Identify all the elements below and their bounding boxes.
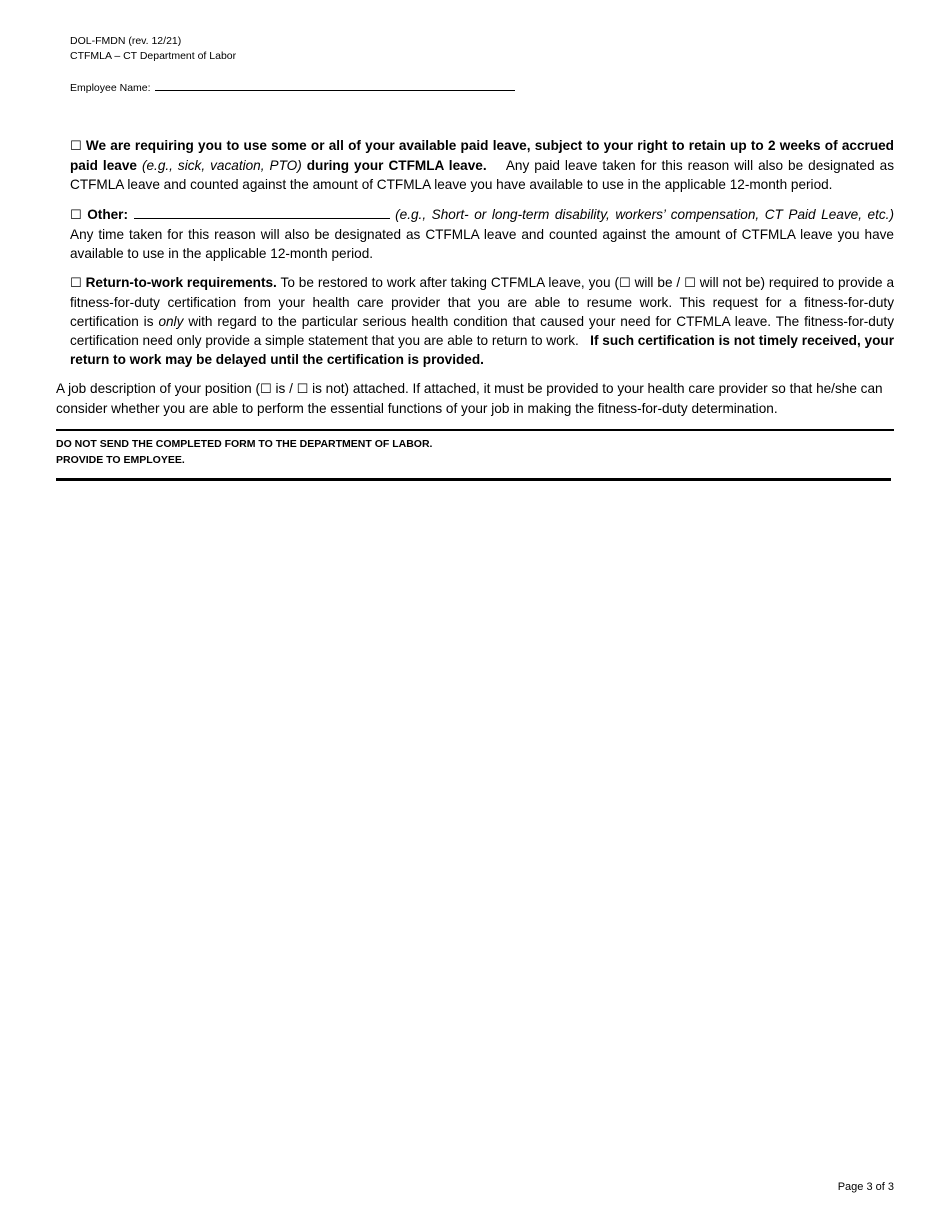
page-number: Page 3 of 3 (837, 1181, 894, 1193)
other-text: Any time taken for this reason will also be designated as CTFMLA leave and counted against the amount of CTFMLA leave you have available to use in the applicable 12-month period. (70, 227, 894, 261)
return-to-work-text-a: To be restored to work after taking CTFMLA leave, you ( (280, 275, 619, 290)
return-to-work-section (70, 273, 894, 369)
job-description-text-a: A job description of your position ( (56, 381, 261, 396)
notice-line-1: DO NOT SEND THE COMPLETED FORM TO THE DEPARTMENT OF LABOR. (56, 438, 433, 450)
employee-name-row (70, 79, 515, 94)
other-input-field[interactable] (134, 206, 390, 219)
notice-line-2: PROVIDE TO EMPLOYEE. (56, 454, 185, 466)
other-examples: (e.g., Short- or long-term disability, workers’ compensation, CT Paid Leave, etc.) (395, 207, 894, 222)
paid-leave-section (70, 136, 894, 194)
return-to-work-text-b: with regard to the particular serious health condition that caused your need for CTFMLA leave. The fitness-for-duty certification need only provide a simple statement that you are able to return to work. (70, 314, 895, 348)
will-not-be-checkbox[interactable]: ☐ (684, 276, 696, 291)
divider-top (56, 429, 894, 431)
return-to-work-warning: If such certification is not timely received, your return to work may be delayed until the certification is provided. (70, 333, 894, 367)
form-id: DOL-FMDN (rev. 12/21) (70, 35, 182, 47)
agency-name: CTFMLA – CT Department of Labor (70, 50, 237, 62)
return-to-work-checkbox[interactable]: ☐ (70, 276, 82, 291)
dol-notice (56, 436, 432, 468)
only-emphasis: only (158, 314, 184, 329)
form-header (70, 34, 236, 64)
employee-name-label: Employee Name: (70, 82, 151, 94)
job-description-section (56, 379, 896, 418)
other-checkbox[interactable]: ☐ (70, 208, 82, 223)
will-be-label: will be / (634, 275, 681, 290)
other-label: Other: (87, 207, 128, 222)
job-description-text-b: is not) attached. If attached, it must be provided to your health care provider so that he/she can consider whether you are able to perform the essential functions of your job in making the fitness-for-duty determination. (56, 381, 883, 416)
paid-leave-checkbox[interactable]: ☐ (70, 139, 82, 154)
divider-bottom (56, 478, 891, 481)
other-section (70, 205, 894, 263)
job-description-is-not-checkbox[interactable]: ☐ (296, 382, 309, 397)
paid-leave-examples: (e.g., sick, vacation, PTO) (141, 158, 302, 173)
paid-leave-text: Any paid leave taken for this reason will also be designated as CTFMLA leave and counted against the amount of CTFMLA leave you have available to use in the applicable 12-month period. (70, 158, 894, 192)
job-description-is-label: is / (275, 381, 293, 396)
paid-leave-bold-b: during your CTFMLA leave. (306, 158, 487, 173)
paid-leave-bold-a: We are requiring you to use some or all of your available paid leave, subject to your right to retain up to 2 weeks of accrued paid leave (70, 138, 894, 173)
employee-name-field[interactable] (155, 79, 515, 91)
will-be-checkbox[interactable]: ☐ (618, 276, 631, 291)
will-not-be-text: will not be) required to provide a fitness-for-duty certification from your health care provider that you are able to resume work. This request for a fitness-for-duty certification is (70, 275, 895, 329)
return-to-work-label: Return-to-work requirements. (85, 275, 277, 290)
job-description-is-checkbox[interactable]: ☐ (260, 382, 272, 397)
